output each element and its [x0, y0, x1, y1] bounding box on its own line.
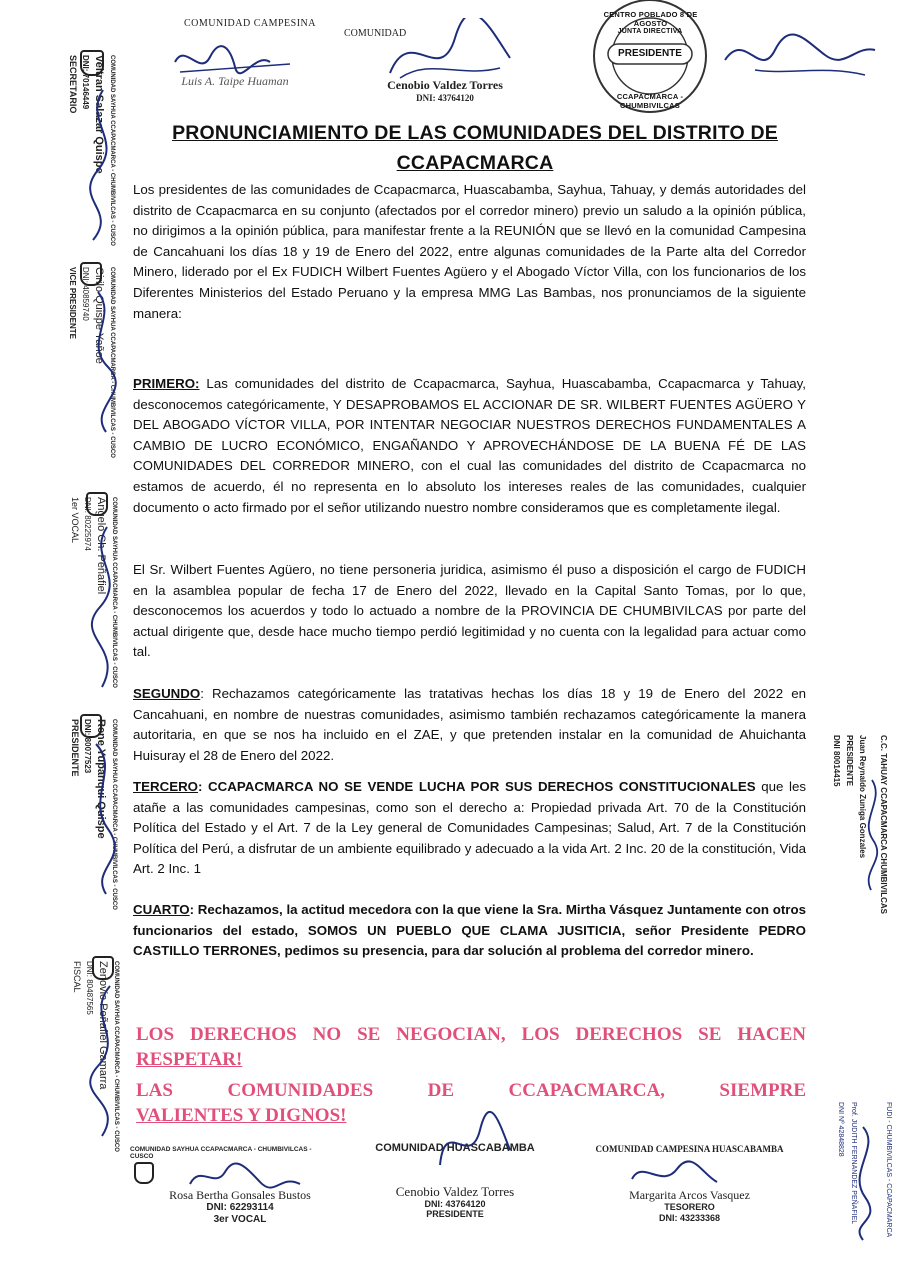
primero-label: PRIMERO: — [133, 376, 200, 391]
signer-name: Angelo Ch. Peñafiel — [95, 497, 107, 595]
seal-bottom-text: CCAPACMARCA - CHUMBIVILCAS — [616, 92, 684, 110]
left-signature-2 — [68, 262, 130, 458]
signer-dni: DNI: 43233368 — [658, 1213, 721, 1223]
seal-top-text: CENTRO POBLADO 8 DE AGOSTO — [603, 10, 698, 28]
cuarto-text: : Rechazamos, la actitud mecedora con la que viene la Sra. Mirtha Vásquez Juntamente con otros funcionarios del estado, SOMOS UN PUEBLO QUE CLAMA JUSITICIA, señor Presidente PEDRO CASTILLO TERRONES, pedimos su presencia, para dar solución al problema del corredor minero. — [133, 902, 806, 959]
signer-role: SECRETARIO — [68, 55, 78, 114]
signer-role: VICE PRESIDENTE — [68, 267, 77, 340]
signer-role: TESORERO — [664, 1202, 715, 1212]
bottom-signature-2 — [350, 1140, 560, 1230]
signer-name: Margarita Arcos Vasquez — [629, 1188, 750, 1202]
tercero-paragraph — [133, 777, 806, 880]
signer-name: Rosa Bertha Gonsales Bustos — [169, 1188, 311, 1202]
wilbert-paragraph: El Sr. Wilbert Fuentes Agüero, no tiene personeria juridica, asimismo él puso a disposición el cargo de FUDICH en la asamblea popular de fecha 17 de Enero del 2022, llevado en la Capital Santo Tomas, por lo que, desconocemos los acuerdos y todo lo actuado a nombre de la PROVINCIA DE CHUMBIVILCAS por parte del actual dirigente que, desde hace mucho tiempo perdió legitimidad y no cuenta con la legalidad para actuar como tal. — [133, 562, 806, 660]
seal-inner-text: JUNTA DIRECTIVA — [617, 28, 683, 35]
signer-role: 1er VOCAL — [70, 497, 80, 544]
signer-dni: DNI: 80225974 — [83, 497, 92, 551]
signer-role: 3er VOCAL — [213, 1214, 267, 1225]
signer-dni: DNI: 80487565 — [85, 961, 94, 1015]
signature-scribble — [857, 775, 887, 895]
segundo-text: : Rechazamos categóricamente las tratativas hechas los días 18 y 19 de Enero del 2022 en Cancahuani, en nombre de nuestras comunidades, asimismo también rechazamos categóricamente la manera autoritaria, en que se nos ha incluido en el ZAE, y que pretenden instalar en la comunidad de Ahuichanta Huisuray el 28 de Enero del 2022. — [133, 686, 806, 763]
signer-community: COMUNIDAD SAYHUA CCAPACMARCA - CHUMBIVILCAS - CUSCO — [113, 961, 119, 1152]
signer-role: PRESIDENTE — [426, 1209, 484, 1219]
stamp-text: COMUNIDAD HUASCABAMBA — [375, 1142, 535, 1154]
signature-scribble — [78, 80, 128, 250]
signer-name: Cirilo Quispe Yañoe — [93, 267, 105, 364]
signer-name: Veltran Salazar Quispe — [93, 55, 105, 174]
signer-dni: DNI: 43764120 — [424, 1199, 486, 1209]
right-signature-tahuay — [832, 735, 895, 925]
stamp-text: COMUNIDAD CAMPESINA — [183, 18, 316, 29]
signer-name: Prof. JUDITH FERNANDEZ PEÑAFIEL — [850, 1102, 857, 1225]
signer-community: COMUNIDAD SAYHUA CCAPACMARCA - CHUMBIVILCAS - CUSCO — [111, 497, 117, 688]
left-signature-4 — [70, 714, 130, 914]
segundo-paragraph — [133, 684, 806, 766]
stamp-text: COMUNIDAD — [344, 28, 407, 39]
signer-dni: DNI: 43764120 — [416, 93, 474, 103]
slogan-line-4: VALIENTES Y DIGNOS! — [136, 1105, 347, 1126]
signer-community: FUDI - CHUMBIVILCAS - CCAPACMARCA — [885, 1102, 892, 1238]
left-signature-3 — [70, 492, 130, 692]
seal-role: PRESIDENTE — [618, 48, 682, 59]
signature-scribble — [82, 522, 132, 692]
primero-paragraph — [133, 374, 806, 518]
signer-community: C.C. TAHUAY CCAPACMARCA CHUMBIVILCAS — [879, 735, 888, 914]
bottom-signature-3 — [582, 1144, 797, 1234]
signer-dni: DNI Nº 42848828 — [837, 1102, 844, 1157]
signer-name: Cenobio Valdez Torres — [395, 1184, 515, 1199]
stamp-text: COMUNIDAD CAMPESINA HUASCABAMBA — [595, 1144, 784, 1154]
signature-scribble — [78, 739, 128, 899]
segundo-label: SEGUNDO — [133, 686, 201, 701]
centro-poblado-seal — [575, 0, 725, 118]
signer-name: Luis A. Taipe Huaman — [181, 74, 289, 88]
signer-dni: DNI: 80077523 — [83, 719, 92, 774]
slogan-line-2: RESPETAR! — [136, 1049, 243, 1070]
signer-community: COMUNIDAD SAYHUA CCAPACMARCA - CHUMBIVILCAS - CUSCO — [111, 719, 117, 910]
slogan-line-3: LAS COMUNIDADES DE CCAPACMARCA, SIEMPRE — [136, 1080, 806, 1101]
tercero-label: TERCERO — [133, 779, 199, 794]
primero-text: Las comunidades del distrito de Ccapacmarca, Sayhua, Huascabamba, Ccapacmarca y Tahuay, desconocemos categóricamente, Y DESAPROBAMOS EL ACCIONAR DE SR. WILBERT FUENTES AGÜERO Y DEL ABOGADO VÍCTOR VILLA, POR INTENTAR NEGOCIAR NUESTROS DERECHOS FUNDAMENTALES A CAMBIO DE LUCRO ECONÓMICO, ENGAÑANDO Y APROVECHÁNDOSE DE LA BUENA FÉ DE LAS COMUNIDADES DEL CORREDOR MINERO, con el cual las comunidades del distrito de Ccapacmarca no estamos de acuerdo, él no representa en lo absoluto los intereses reales de las comunidades, cualquier documento o acto firmado por el señor utilizando nuestro nombre consideramos que es completamente ilegal. — [133, 376, 806, 515]
top-signature-2 — [340, 18, 540, 108]
left-signature-5 — [70, 956, 130, 1156]
top-signature-1 — [140, 12, 330, 107]
bottom-signature-1 — [130, 1146, 330, 1226]
signer-name: Juan Reynaldo Zuniga Gonzales — [858, 735, 867, 859]
signer-dni: DNI 80014415 — [832, 735, 841, 787]
cuarto-label: CUARTO — [133, 902, 190, 917]
left-signature-1 — [70, 50, 130, 250]
signer-role: PRESIDENTE — [70, 719, 80, 777]
signer-dni: DNI: 40859740 — [81, 267, 90, 321]
tercero-text: que les atañe a las comunidades campesinas, como son el derecho a: Propiedad privada Art. 70 de la Constitución Política del Estado y el Art. 7 de la Ley general de Comunidades Campesinas; Salud, Art. 7 de la Constitución Política del Perú, a disfrutar de un ambiente equilibrado y adecuado a la vida Art. 2 Inc. 20 de la constitución, Vida Art. 2 Inc. 1 — [133, 779, 806, 877]
stamp-text: COMUNIDAD SAYHUA CCAPACMARCA - CHUMBIVILCAS - CUSCO — [130, 1146, 312, 1160]
signer-role: PRESIDENTE — [845, 735, 854, 787]
tercero-bold: : CCAPACMARCA NO SE VENDE LUCHA POR SUS DERECHOS CONSTITUCIONALES — [198, 779, 756, 794]
signer-community: COMUNIDAD SAYHUA CCAPACMARCA - CHUMBIVILCAS - CUSCO — [109, 55, 115, 246]
seal-signature-scribble — [715, 20, 885, 90]
signer-name: Zenovio Peñafiel Gamarra — [97, 961, 109, 1090]
signature-scribble — [78, 287, 128, 437]
cuarto-paragraph — [133, 900, 806, 962]
right-signature-fudi — [825, 1102, 900, 1272]
signer-name: Rene Yupanqui Quispe — [95, 719, 107, 839]
signature-scribble — [80, 981, 135, 1141]
intro-paragraph: Los presidentes de las comunidades de Ccapacmarca, Huascabamba, Sayhua, Tahuay, y demás autoridades del distrito de Ccapacmarca en su conjunto (afectados por el corredor minero) previo un saludo a la opinión pública, no dirigimos a la opinión pública, para manifestar frente a la REUNIÓN que se llevó en la comunidad Campesina de Cancahuani los días 18 y 19 de Enero del 2022, entre algunas comunidades de la Parte alta del Corredor Minero, liderado por el Ex FUDICH Wilbert Fuentes Agüero y el Abogado Víctor Villa, con los funcionarios de los Diferentes Ministerios del Estado Peruano y la empresa MMG Las Bambas, nos pronunciamos de la siguiente manera: — [133, 182, 806, 321]
signature-scribble — [350, 1110, 560, 1170]
document-title: PRONUNCIAMIENTO DE LAS COMUNIDADES DEL DISTRITO DE CCAPACMARCA — [172, 122, 778, 174]
signer-role: FISCAL — [72, 961, 82, 993]
signer-dni: DNI: 62293114 — [206, 1202, 274, 1213]
signer-dni: DNI: 70146449 — [81, 55, 90, 110]
signer-name: Cenobio Valdez Torres — [387, 78, 503, 92]
signer-community: COMUNIDAD SAYHUA CCAPACMARCA - CHUMBIVILCAS - CUSCO — [109, 267, 115, 458]
signature-scribble — [843, 1122, 883, 1242]
slogan-line-1: LOS DERECHOS NO SE NEGOCIAN, LOS DERECHOS SE HACEN — [136, 1024, 806, 1045]
